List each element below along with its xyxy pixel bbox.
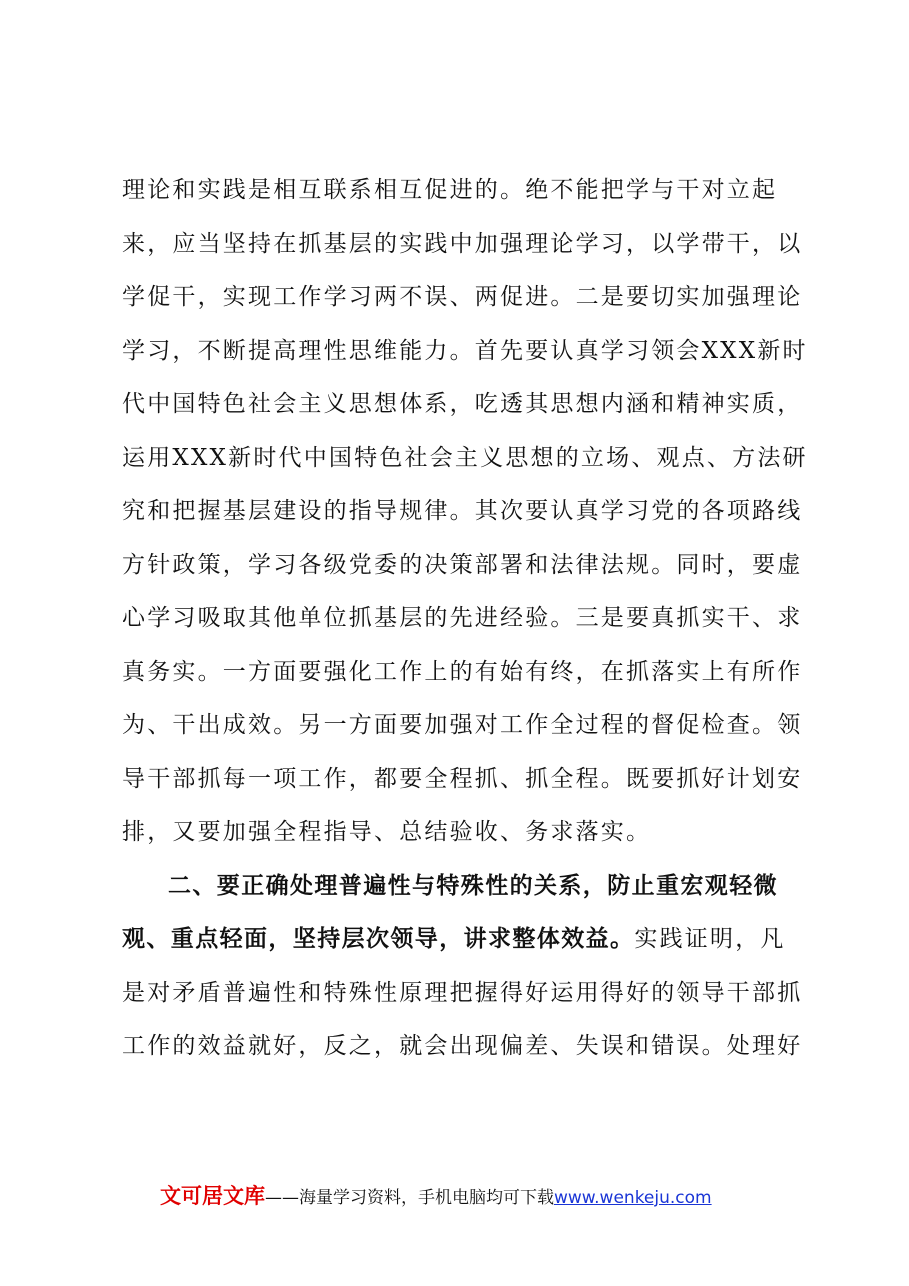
paragraph-line: 导干部抓每一项工作，都要全程抓、抓全程。既要抓好计划安 bbox=[122, 765, 803, 792]
paragraph-line: 来，应当坚持在抓基层的实践中加强理论学习，以学带干，以 bbox=[122, 230, 803, 257]
body-text bbox=[122, 164, 808, 1074]
section-heading-line bbox=[122, 913, 790, 967]
paragraph-line: 是对矛盾普遍性和特殊性原理把握得好运用得好的领导干部抓 bbox=[122, 979, 803, 1006]
footer-tagline: ——海量学习资料，手机电脑均可下载 bbox=[265, 1188, 554, 1208]
paragraph-line: 究和把握基层建设的指导规律。其次要认真学习党的各项路线 bbox=[122, 498, 803, 524]
paragraph-line: 排，又要加强全程指导、总结验收、务求落实。 bbox=[122, 819, 652, 845]
paragraph-text: 实践证明，凡 bbox=[634, 926, 786, 952]
footer-site-link[interactable]: www.wenkeju.com bbox=[554, 1188, 712, 1208]
paragraph-line: 心学习吸取其他单位抓基层的先进经验。三是要真抓实干、求 bbox=[122, 605, 803, 631]
paragraph-line: 真务实。一方面要强化工作上的有始有终，在抓落实上有所作 bbox=[122, 658, 803, 685]
paragraph-line: 运用XXX新时代中国特色社会主义思想的立场、观点、方法研 bbox=[122, 444, 808, 471]
paragraph-line: 代中国特色社会主义思想体系，吃透其思想内涵和精神实质， bbox=[122, 391, 803, 417]
section-heading: 二、要正确处理普遍性与特殊性的关系，防止重宏观轻微 bbox=[168, 872, 778, 899]
section-heading-line bbox=[122, 860, 790, 914]
paragraph-line: 方针政策，学习各级党委的决策部署和法律法规。同时，要虚 bbox=[122, 551, 803, 578]
footer-brand: 文可居文库 bbox=[160, 1184, 265, 1208]
paragraph-line: 为、干出成效。另一方面要加强对工作全过程的督促检查。领 bbox=[122, 712, 803, 738]
section-heading-continued: 观、重点轻面，坚持层次领导，讲求整体效益。 bbox=[122, 926, 635, 952]
page-footer bbox=[160, 1180, 712, 1212]
paragraph-line: 学促干，实现工作学习两不误、两促进。二是要切实加强理论 bbox=[122, 284, 803, 310]
paragraph-line: 学习，不断提高理性思维能力。首先要认真学习领会XXX新时 bbox=[122, 337, 808, 364]
paragraph-line: 理论和实践是相互联系相互促进的。绝不能把学与干对立起 bbox=[122, 177, 778, 203]
paragraph-line: 工作的效益就好，反之，就会出现偏差、失误和错误。处理好 bbox=[122, 1033, 803, 1059]
